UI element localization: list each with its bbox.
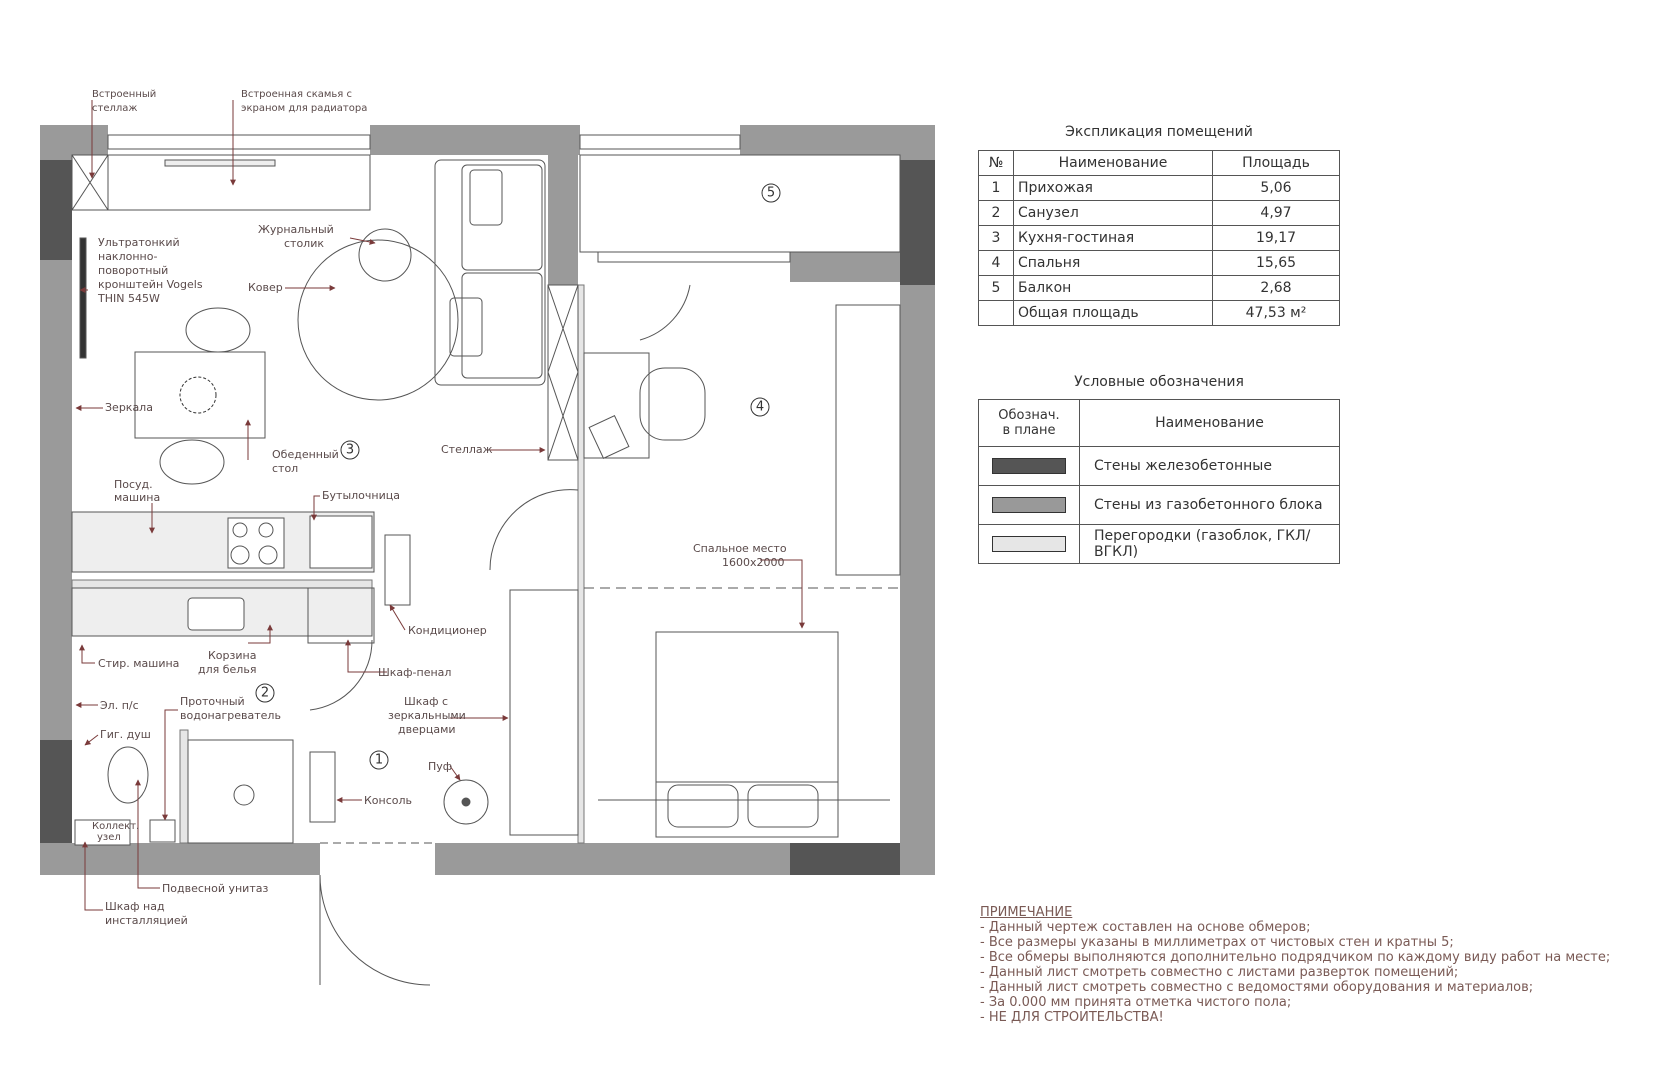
label-air-conditioner: Кондиционер	[408, 624, 487, 637]
toilet	[108, 747, 148, 803]
air-conditioner	[385, 535, 410, 605]
plan-labels	[92, 89, 787, 927]
label-coffee-table-1: Журнальный	[258, 223, 334, 236]
label-hung-toilet: Подвесной унитаз	[162, 882, 269, 895]
table-row	[979, 251, 1340, 276]
label-electrical-panel: Эл. п/с	[100, 699, 139, 712]
legend-item-name: Перегородки (газоблок, ГКЛ/ВГКЛ)	[1080, 525, 1340, 564]
note-line: - Данный лист смотреть совместно с листами разверток помещений;	[980, 965, 1459, 980]
room-name: Прихожая	[1014, 176, 1213, 201]
label-cabinet-installation-2: инсталляцией	[105, 914, 188, 927]
console	[310, 752, 335, 822]
rc-wall-3	[900, 160, 935, 285]
label-pencil-cabinet: Шкаф-пенал	[378, 666, 452, 679]
label-bench-2: экраном для радиатора	[241, 103, 368, 114]
notes-block	[980, 905, 1610, 1025]
label-mirror: Зеркала	[105, 401, 153, 414]
label-tv-4: кронштейн Vogels	[98, 278, 203, 291]
hallway-wardrobe	[510, 590, 578, 835]
wall-balcony-divider	[548, 155, 578, 285]
legend-table	[978, 399, 1340, 564]
legend-item-name: Стены из газобетонного блока	[1080, 486, 1340, 525]
dining-table	[135, 352, 265, 438]
label-console: Консоль	[364, 794, 413, 807]
rooms-header-area: Площадь	[1213, 151, 1340, 176]
label-dishwasher-1: Посуд.	[114, 478, 153, 491]
rc-wall-1	[40, 160, 72, 260]
partition-3	[180, 730, 188, 843]
room-no: 4	[979, 251, 1014, 276]
table-row	[979, 201, 1340, 226]
table-row	[979, 176, 1340, 201]
label-tv-5: THIN 545W	[98, 292, 160, 305]
rc-wall-4	[790, 843, 900, 875]
rooms-header-name: Наименование	[1014, 151, 1213, 176]
label-manifold-1: Коллект.	[92, 821, 140, 832]
legend-title: Условные обозначения	[1074, 374, 1244, 390]
label-rug: Ковер	[248, 281, 283, 294]
room-no: 1	[979, 176, 1014, 201]
tv	[80, 238, 86, 358]
rooms-table	[978, 150, 1340, 326]
room-name: Спальня	[1014, 251, 1213, 276]
room-no: 5	[979, 276, 1014, 301]
room-no: 3	[979, 226, 1014, 251]
room-name: Балкон	[1014, 276, 1213, 301]
room-number-3: 3	[345, 442, 355, 458]
label-mirror-wardrobe-2: зеркальными	[388, 709, 466, 722]
label-bottle-rack: Бутылочница	[322, 489, 400, 502]
room-number-5: 5	[766, 185, 776, 201]
label-shelving: Стеллаж	[441, 443, 493, 456]
partition-2	[72, 580, 372, 588]
legend-row	[979, 525, 1340, 564]
table-row-total	[979, 301, 1340, 326]
room-number-4: 4	[755, 399, 765, 415]
bedroom-wardrobe	[836, 305, 900, 575]
label-bench-1: Встроенная скамья с	[241, 89, 352, 100]
label-hygienic-shower: Гиг. душ	[100, 728, 151, 741]
label-builtin-shelf-1: Встроенный	[92, 89, 157, 100]
rug	[298, 240, 458, 400]
bed	[656, 632, 838, 837]
note-line: - Данный лист смотреть совместно с ведомостями оборудования и материалов;	[980, 980, 1534, 995]
label-cabinet-installation-1: Шкаф над	[105, 900, 165, 913]
room-name: Кухня-гостиная	[1014, 226, 1213, 251]
note-line: - Все обмеры выполняются дополнительно подрядчиком по каждому виду работ на месте;	[980, 950, 1611, 965]
shower-area	[188, 740, 293, 843]
window-3	[598, 252, 790, 262]
notes-title: ПРИМЕЧАНИЕ	[980, 905, 1073, 920]
label-builtin-shelf-2: стеллаж	[92, 103, 138, 114]
desk	[584, 353, 649, 458]
legend-swatch-partition	[992, 536, 1066, 552]
label-washing-machine: Стир. машина	[98, 657, 180, 670]
coffee-table	[359, 229, 411, 281]
label-bed-1: Спальное место	[693, 542, 787, 555]
legend-item-name: Стены железобетонные	[1080, 447, 1340, 486]
shelving	[548, 285, 578, 460]
table-row	[979, 276, 1340, 301]
total-area: 47,53 м²	[1213, 301, 1340, 326]
label-laundry-basket-2: для белья	[198, 663, 257, 676]
note-line: - Все размеры указаны в миллиметрах от чистовых стен и кратны 5;	[980, 935, 1454, 950]
room-area: 2,68	[1213, 276, 1340, 301]
room-number-1: 1	[374, 752, 384, 768]
legend-row	[979, 447, 1340, 486]
room-area: 19,17	[1213, 226, 1340, 251]
room-no: 2	[979, 201, 1014, 226]
wall-balcony-bottom	[790, 252, 900, 282]
label-coffee-table-2: столик	[284, 237, 325, 250]
label-mirror-wardrobe-3: дверцами	[398, 723, 456, 736]
label-mirror-wardrobe-1: Шкаф с	[404, 695, 449, 708]
legend-row	[979, 486, 1340, 525]
label-dining-table-1: Обеденный	[272, 448, 339, 461]
label-water-heater-1: Проточный	[180, 695, 245, 708]
label-tv-2: наклонно-	[98, 250, 158, 263]
note-line: - НЕ ДЛЯ СТРОИТЕЛЬСТВА!	[980, 1010, 1164, 1025]
rc-wall-2	[40, 740, 72, 843]
balcony-cabinet	[580, 155, 900, 252]
legend-swatch-rc	[992, 458, 1066, 474]
room-name: Санузел	[1014, 201, 1213, 226]
partition-1	[578, 285, 584, 843]
label-bed-2: 1600x2000	[722, 556, 785, 569]
room-numbers	[256, 184, 780, 769]
window-1	[108, 135, 370, 149]
label-laundry-basket-1: Корзина	[208, 649, 257, 662]
total-label: Общая площадь	[1014, 301, 1213, 326]
label-dishwasher-2: машина	[114, 491, 161, 504]
note-line: - Данный чертеж составлен на основе обмеров;	[980, 920, 1311, 935]
room-area: 15,65	[1213, 251, 1340, 276]
label-water-heater-2: водонагреватель	[180, 709, 281, 722]
room-number-2: 2	[260, 685, 270, 701]
label-tv-1: Ультратонкий	[98, 236, 180, 249]
legend-swatch-block	[992, 497, 1066, 513]
label-pouf: Пуф	[428, 760, 453, 773]
rooms-header-no: №	[979, 151, 1014, 176]
label-tv-3: поворотный	[98, 264, 169, 277]
rooms-table-title: Экспликация помещений	[1065, 124, 1253, 140]
wall-bottom-left	[40, 843, 320, 875]
window-2	[580, 135, 740, 149]
label-dining-table-2: стол	[272, 462, 299, 475]
label-manifold-2: узел	[97, 832, 121, 843]
table-row	[979, 226, 1340, 251]
legend-header-name: Наименование	[1080, 400, 1340, 447]
room-area: 5,06	[1213, 176, 1340, 201]
room-area: 4,97	[1213, 201, 1340, 226]
note-line: - За 0.000 мм принята отметка чистого пола;	[980, 995, 1292, 1010]
legend-header-symbol: Обознач. в плане	[979, 400, 1080, 447]
wall-top-mid	[370, 125, 580, 155]
